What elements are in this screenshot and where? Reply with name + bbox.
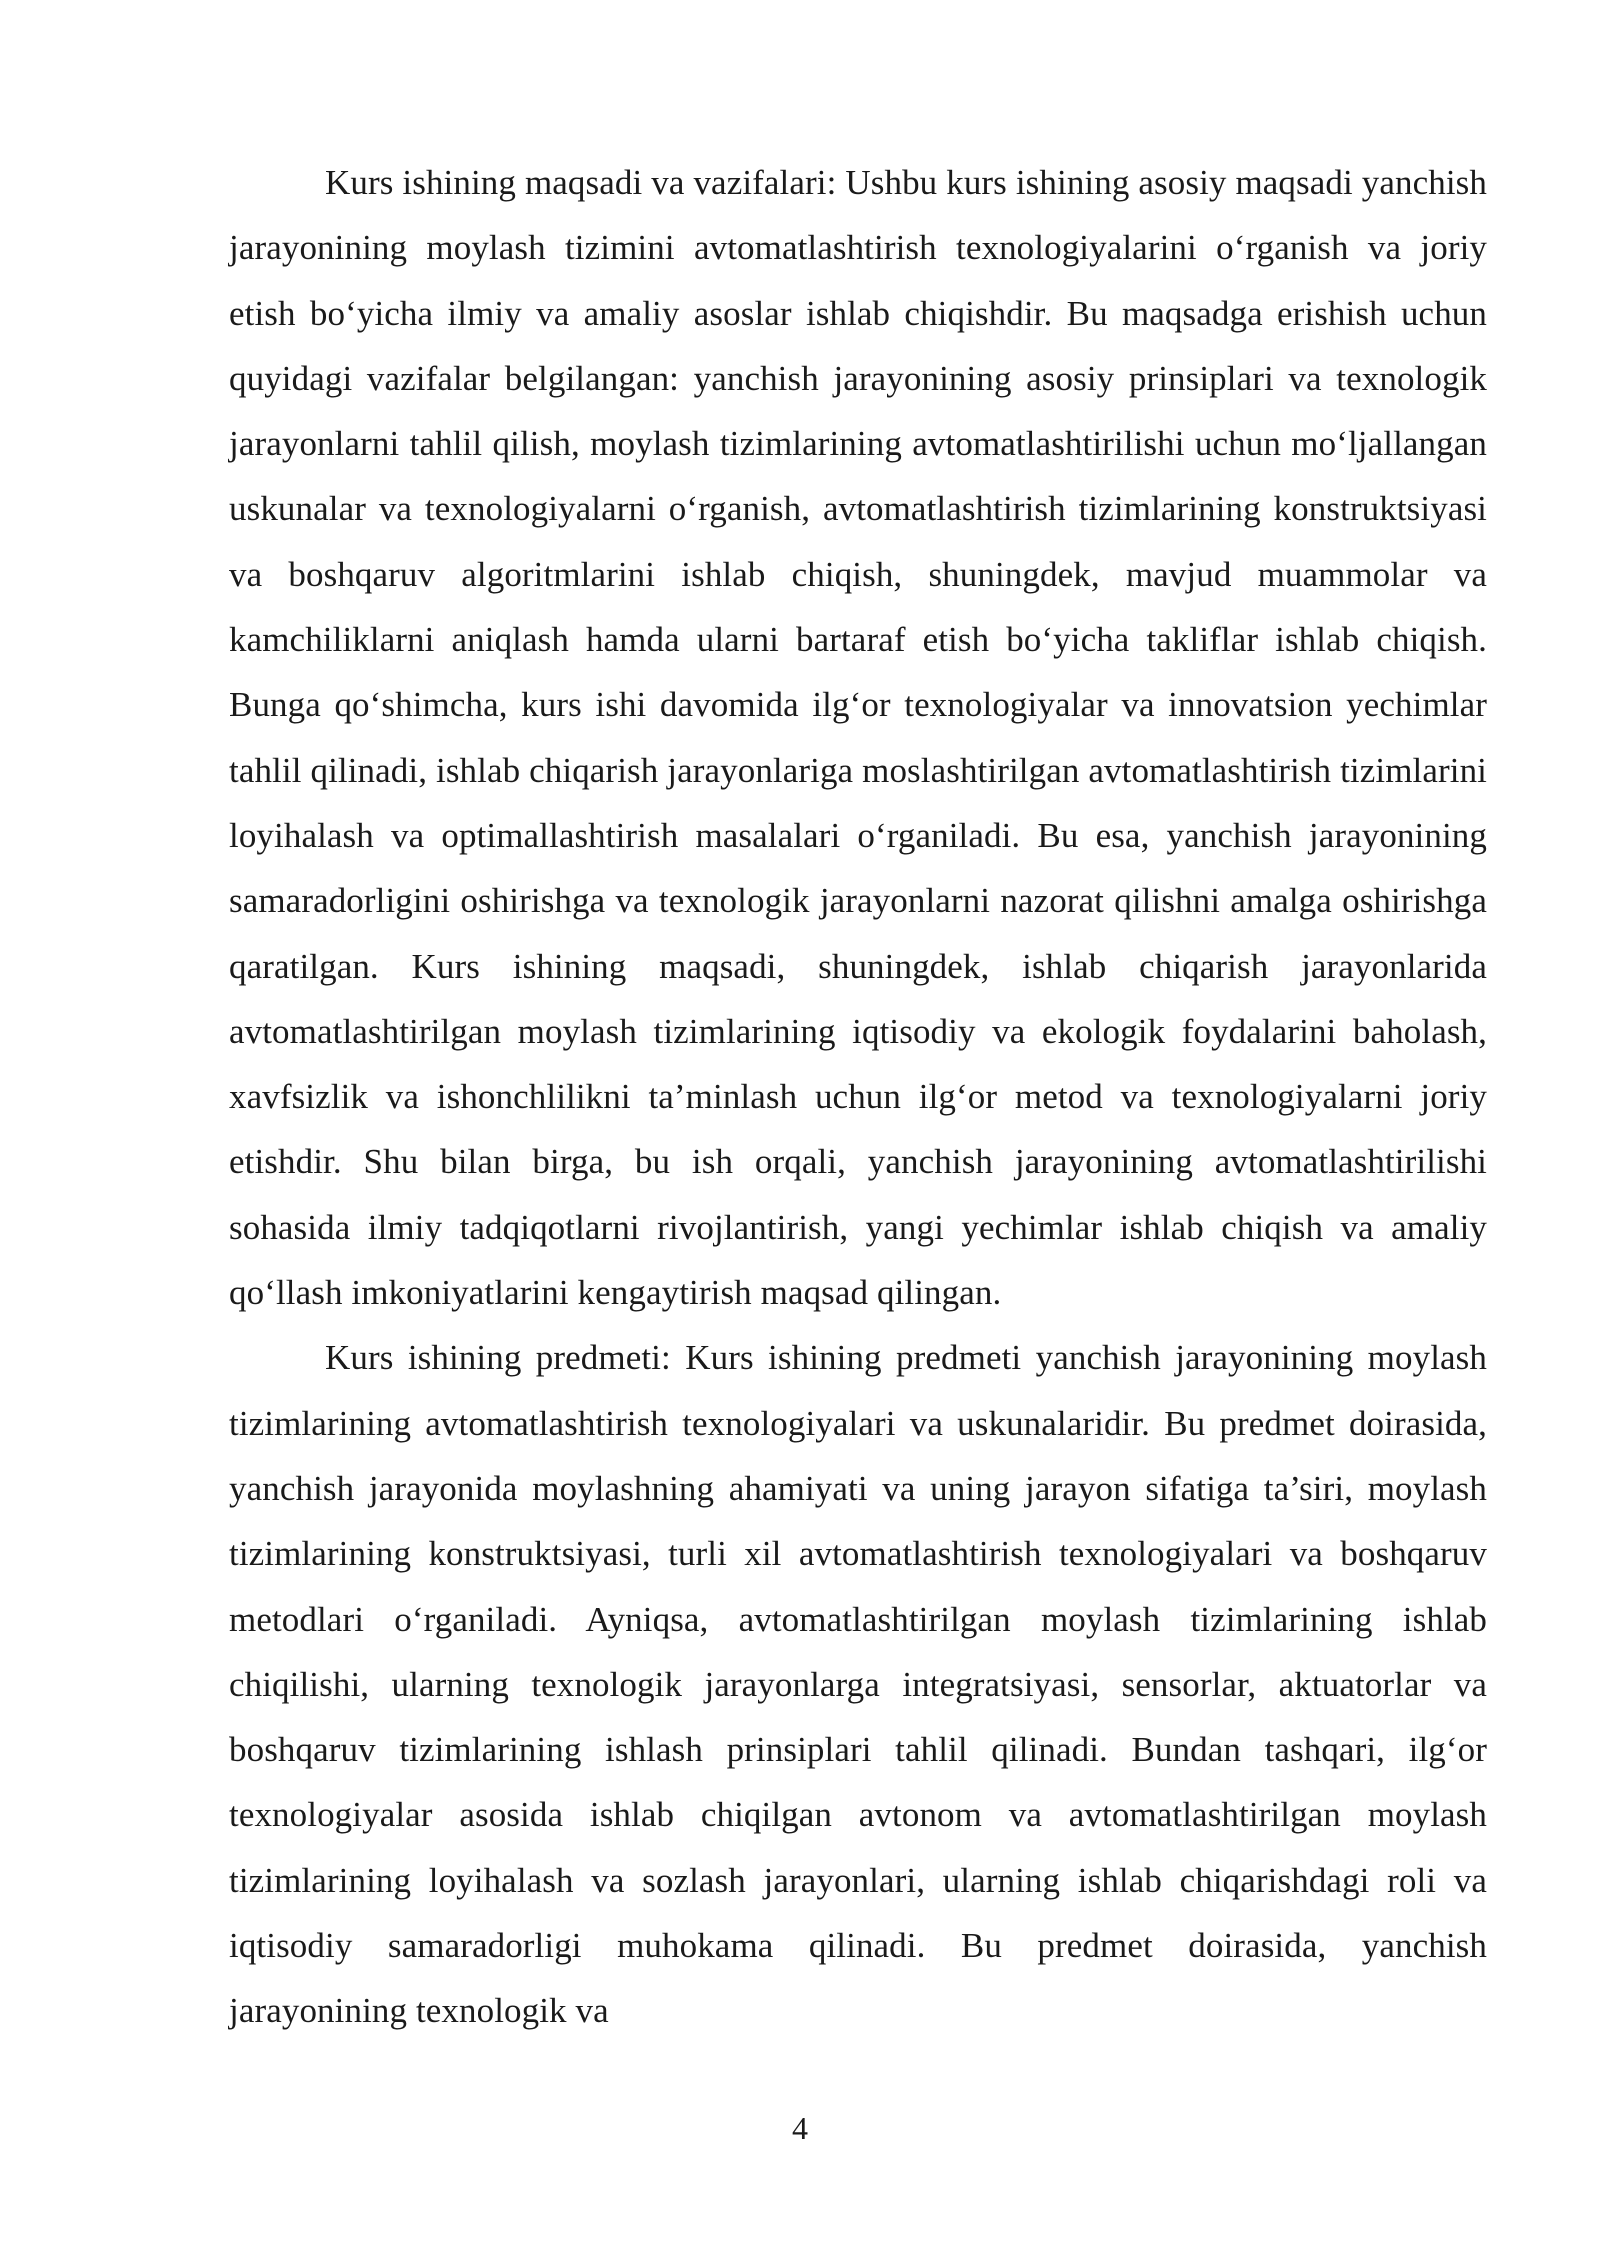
text-body (229, 150, 1487, 2044)
paragraph-subject: Kurs ishining predmeti: Kurs ishining predmeti yanchish jarayonining moylash tizimlarining avtomatlashtirish texnologiyalari va uskunalaridir. Bu predmet doirasida, yanchish jarayonida moylashning ahamiyati va uning jarayon sifatiga ta’siri, moylash tizimlarining konstruktsiyasi, turli xil avtomatlashtirish texnologiyalari va boshqaruv metodlari o‘rganiladi. Ayniqsa, avtomatlashtirilgan moylash tizimlarining ishlab chiqilishi, ularning texnologik jarayonlarga integratsiyasi, sensorlar, aktuatorlar va boshqaruv tizimlarining ishlash prinsiplari tahlil qilinadi. Bundan tashqari, ilg‘or texnologiyalar asosida ishlab chiqilgan avtonom va avtomatlashtirilgan moylash tizimlarining loyihalash va sozlash jarayonlari, ularning ishlab chiqarishdagi roli va iqtisodiy samaradorligi muhokama qilinadi. Bu predmet doirasida, yanchish jarayonining texnologik va (229, 1338, 1487, 2031)
paragraph-goals: Kurs ishining maqsadi va vazifalari: Ushbu kurs ishining asosiy maqsadi yanchish jarayonining moylash tizimini avtomatlashtirish texnologiyalarini o‘rganish va joriy etish bo‘yicha ilmiy va amaliy asoslar ishlab chiqishdir. Bu maqsadga erishish uchun quyidagi vazifalar belgilangan: yanchish jarayonining asosiy prinsiplari va texnologik jarayonlarni tahlil qilish, moylash tizimlarining avtomatlashtirilishi uchun mo‘ljallangan uskunalar va texnologiyalarni o‘rganish, avtomatlashtirish tizimlarining konstruktsiyasi va boshqaruv algoritmlarini ishlab chiqish, shuningdek, mavjud muammolar va kamchiliklarni aniqlash hamda ularni bartaraf etish bo‘yicha takliflar ishlab chiqish. Bunga qo‘shimcha, kurs ishi davomida ilg‘or texnologiyalar va innovatsion yechimlar tahlil qilinadi, ishlab chiqarish jarayonlariga moslashtirilgan avtomatlashtirish tizimlarini loyihalash va optimallashtirish masalalari o‘rganiladi. Bu esa, yanchish jarayonining samaradorligini oshirishga va texnologik jarayonlarni nazorat qilishni amalga oshirishga qaratilgan. Kurs ishining maqsadi, shuningdek, ishlab chiqarish jarayonlarida avtomatlashtirilgan moylash tizimlarining iqtisodiy va ekologik foydalarini baholash, xavfsizlik va ishonchlilikni ta’minlash uchun ilg‘or metod va texnologiyalarni joriy etishdir. Shu bilan birga, bu ish orqali, yanchish jarayonining avtomatlashtirilishi sohasida ilmiy tadqiqotlarni rivojlantirish, yangi yechimlar ishlab chiqish va amaliy qo‘llash imkoniyatlarini kengaytirish maqsad qilingan. (229, 163, 1487, 1313)
page-number: 4 (792, 2110, 808, 2146)
